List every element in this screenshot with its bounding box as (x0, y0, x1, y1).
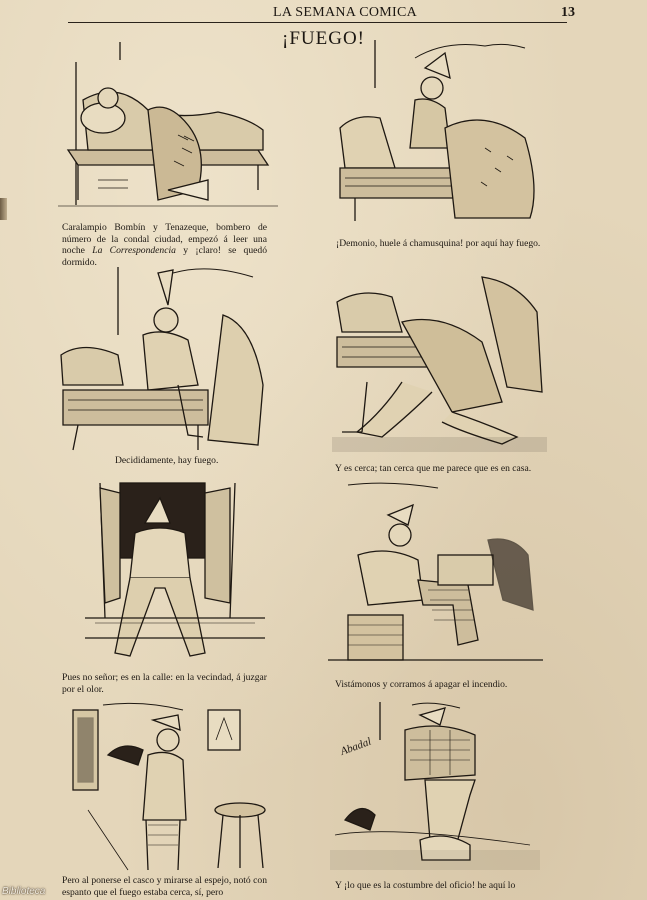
panel-2-caption: ¡Demonio, huele á chamusquina! por aquí hay fuego. (336, 238, 541, 249)
panel-8-caption: Y ¡lo que es la costumbre del oficio! he aquí lo (335, 880, 516, 891)
comic-panel-3 (58, 265, 273, 453)
comic-panel-2 (335, 38, 545, 223)
page-header (68, 3, 575, 23)
panel-8-illustration (330, 700, 540, 875)
page-number: 13 (561, 5, 575, 20)
comic-panel-4 (332, 272, 547, 452)
comic-panel-1 (58, 40, 278, 215)
panel-5-illustration (85, 478, 265, 668)
comic-panel-7 (68, 700, 268, 872)
header-rule (68, 22, 567, 23)
panel-1-illustration (58, 40, 278, 215)
journal-title: LA SEMANA COMICA (273, 5, 418, 20)
panel-7-caption: Pero al ponerse el casco y mirarse al espejo, notó con espanto que el fuego estaba cerca, sí, pero (62, 875, 267, 898)
panel-5-caption: Pues no señor; es en la calle: en la vecindad, á juzgar por el olor. (62, 672, 267, 695)
panel-1-caption: Caralampio Bombín y Tenazeque, bombero de número de la condal ciudad, empezó á leer una noche La Correspondencia y ¡claro! se quedó dormido. (62, 222, 268, 268)
panel-2-illustration (335, 38, 545, 223)
panel-3-illustration (58, 265, 273, 453)
panel-6-illustration (328, 480, 543, 670)
library-watermark: Biblioteca (2, 886, 46, 897)
comic-panel-8 (330, 700, 540, 875)
panel-4-illustration (332, 272, 547, 452)
comic-title: ¡FUEGO! (282, 28, 365, 49)
panel-6-caption: Vistámonos y corramos á apagar el incendio. (335, 679, 508, 690)
panel-4-caption: Y es cerca; tan cerca que me parece que es en casa. (335, 463, 532, 474)
panel-7-illustration (68, 700, 268, 872)
panel-3-caption: Decididamente, hay fuego. (115, 455, 219, 466)
binding-mark (0, 198, 7, 220)
artist-signature: Abadal (338, 735, 373, 758)
comic-panel-6 (328, 480, 543, 670)
comic-panel-5 (85, 478, 265, 668)
